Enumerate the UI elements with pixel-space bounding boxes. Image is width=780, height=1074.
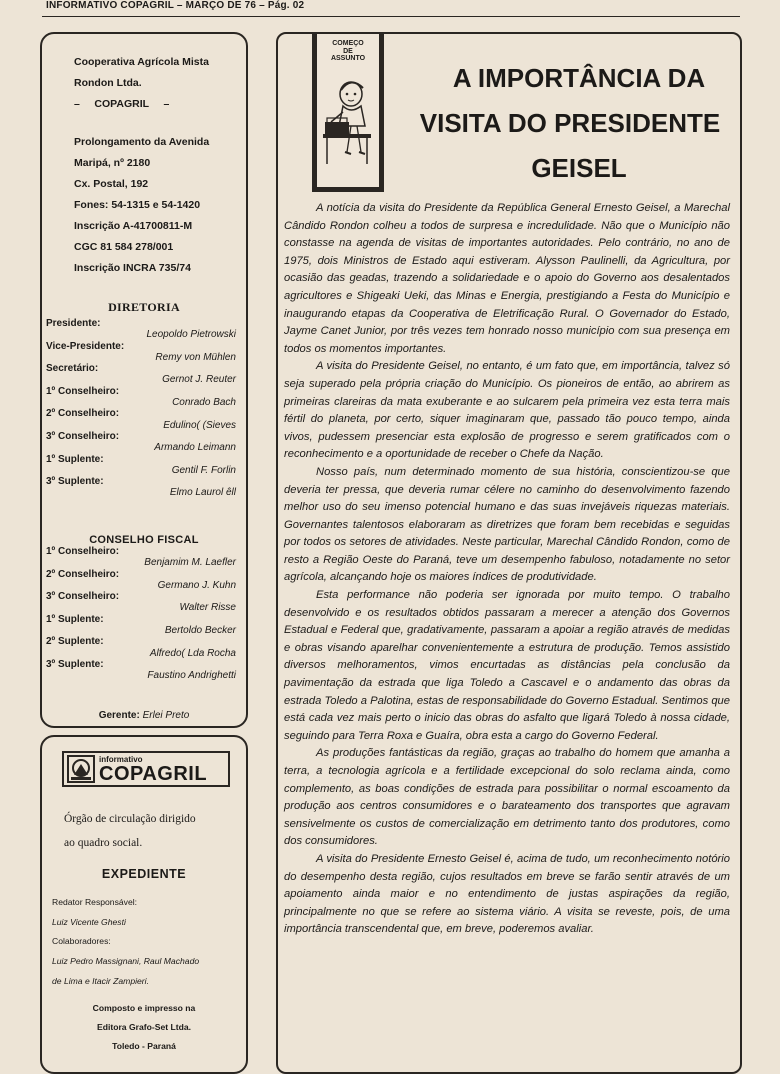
copagril-emblem-icon (67, 755, 95, 783)
corner-label-line: DE (343, 47, 353, 55)
cooperative-info-panel (40, 32, 248, 728)
printer-line: Composto e impresso na (92, 1003, 196, 1013)
role-label: 2º Suplente: (46, 636, 104, 648)
article-paragraph: A notícia da visita do Presidente da República General Ernesto Geisel, a Marechal Cândido Rondon colheu a todos de surpresa e incredulidade. Não que o Município não constasse na agenda de visitas de importantes autoridades. Pelo contrário, no ano de 1975, dois Ministros de Estado aqui estiveram. Alysson Paulinelli, da Agricultura, por ocasião das geadas, trazendo a solidariedade e o apoio do Governo aos desalentados agricultores e Shigeaki Ueki, das Minas e Energia, prestigiando a Festa do Município e inaugurando etapas da Cooperativa de Eletrificação Rural. O Governador do Estado, Jayme Canet Junior, por três vezes tem honrado nosso município com sua presença em todos os momentos importantes. (284, 202, 730, 355)
credit-line: Luiz Vicente Ghesti (52, 916, 126, 927)
role-label: 1º Suplente: (46, 453, 104, 465)
role-label: Presidente: (46, 318, 101, 329)
role-name: Bertoldo Becker (164, 625, 236, 637)
address-line: Maripá, nº 2180 (74, 157, 151, 169)
gerente-label: Gerente: (98, 710, 140, 721)
role-name: Edulino( (Sieves (163, 419, 236, 431)
role-name: Conrado Bach (172, 397, 236, 409)
logo-small-text: informativo (99, 754, 143, 764)
title-line: GEISEL (531, 153, 627, 183)
printer-line: Editora Grafo-Set Ltda. (96, 1022, 192, 1032)
publication-description (64, 807, 196, 855)
role-label: Secretário: (46, 363, 99, 375)
article-title (414, 56, 744, 191)
address-line: CGC 81 584 278/001 (74, 241, 174, 253)
article-paragraph: As produções fantásticas da região, graças ao trabalho do homem que amanha a terra, a tecnologia agrícola e a fertilidade excepcional do solo reclama ainda, como complemento, as boas condições de estrada para possibilitar o normal escoamento da produção aos centros consumidores e o barateamento dos transportes que agravam sensivelmente os custos de comercialização em detrimento tanto dos produtores, como dos consumidores. (284, 747, 730, 848)
description-line: ao quadro social. (64, 837, 143, 849)
address-line: Cx. Postal, 192 (74, 178, 149, 190)
cooperative-name (74, 52, 209, 115)
title-line: A IMPORTÂNCIA DA (452, 63, 706, 93)
role-name: Alfredo( Lda Rocha (149, 647, 236, 659)
credit-line: Luiz Pedro Massignani, Raul Machado (52, 956, 200, 967)
coop-line: – COPAGRIL – (74, 98, 170, 110)
copagril-logo (62, 751, 230, 787)
printer-line: Toledo - Paraná (112, 1041, 176, 1051)
role-label: 3º Suplente: (46, 658, 104, 670)
corner-label (317, 40, 379, 63)
corner-label-line: ASSUNTO (330, 55, 366, 62)
cooperative-address (74, 132, 209, 279)
role-name: Benjamim M. Laefler (144, 557, 236, 569)
comeco-de-assunto-box (312, 34, 384, 192)
logo-big-text: COPAGRIL (99, 762, 208, 785)
role-label: 2º Conselheiro: (46, 408, 120, 420)
role-name: Elmo Laurol êll (169, 487, 236, 499)
role-label: 3º Suplente: (46, 476, 104, 488)
corner-label-line: COMEÇO (332, 40, 364, 47)
coop-line: Rondon Ltda. (74, 77, 142, 89)
credit-line: de Lima e Itacir Zampieri. (52, 975, 149, 986)
conselho-fiscal-list (46, 546, 238, 682)
role-name: Faustino Andrighetti (147, 670, 236, 682)
address-line: Inscrição INCRA 735/74 (74, 262, 191, 274)
role-label: 1º Conselheiro: (46, 546, 120, 557)
title-line: VISITA DO PRESIDENTE (419, 108, 721, 138)
coop-line: Cooperativa Agrícola Mista (74, 56, 209, 68)
article-paragraph: Nosso país, num determinado momento de sua história, conscientizou-se que deveria ter pressa, que deveria rumar célere no caminho do desenvolvimento fazendo melhor uso do seu imenso potencial humano e das suas invejáveis riquezas materiais. Governantes talentosos elaboraram as diretrizes que foram bem recebidas e seguidas por todos os setores de atividades. Neste particular, Marechal Cândido Rondon, como de resto a Região Oeste do Paraná, teve um desempenho fabuloso, notadamente no setor agrícola, alcançando hoje os maiores índices de produtividade. (284, 465, 730, 584)
publication-panel (40, 735, 248, 1074)
diretoria-title: DIRETORIA (108, 300, 180, 314)
article-paragraph: A visita do Presidente Ernesto Geisel é, acima de tudo, um reconhecimento notório do desempenho desta região, cujos resultados em breve se farão sentir através de um apoiamento ainda maior e no entendimento de justas aspirações da região, principalmente no que se refere ao sistema viário. A visita se reveste, pois, de uma importância transcendental que, em breve, poderemos avaliar. (284, 852, 730, 936)
printer-info (42, 999, 246, 1056)
address-line: Prolongamento da Avenida (74, 136, 210, 148)
gerente-line (42, 710, 246, 721)
article-paragraph: A visita do Presidente Geisel, no entanto, é um fato que, em importância, talvez só seja superado pela própria criação do Município. Os pioneiros de então, ao abrirem as primeiras clareiras da mata exuberante e ao sulcarem pela primeira vez esta terra mais fértil do planeta, por certo, siquer imaginaram que, passado tão pouco tempo, ainda vivos, pudessem presenciar esta explosão de progresso e serem gratificados com o reconhecimento e a oportunidade de receber o Chefe da Nação. (284, 360, 730, 461)
diretoria-list (46, 318, 238, 499)
role-name: Germano J. Kuhn (157, 579, 236, 591)
address-line: Fones: 54-1315 e 54-1420 (74, 199, 201, 211)
address-line: Inscrição A-41700811-M (74, 220, 193, 232)
role-name: Gentil F. Forlin (171, 464, 236, 476)
role-name: Remy von Mühlen (155, 351, 236, 363)
role-label: 3º Conselheiro: (46, 591, 120, 603)
article-paragraph: Esta performance não poderia ser ignorada por muito tempo. O trabalho desenvolvido e os resultados obtidos passaram a merecer a atenção dos Governos Estadual e Federal que, gradativamente, passaram a apoiar a região através de medidas e obras visando aparelhar convenientemente a estrutura de produção. Temos assistido diversos melhoramentos, vimos encurtadas as distâncias pela conclusão da pavimentação da estrada que liga Toledo a Cascavel e o andamento das obras da estrada Toledo a Palotina, estas de responsabilidade do Governo Estadual. Sentimos que está cada vez mais perto o inicio das obras do asfalto que ligará Toledo à nossa cidade, seguindo para Terra Roxa e Guaíra, obra esta a cargo do Governo Federal. (284, 589, 730, 742)
role-label: 1º Suplente: (46, 613, 104, 625)
role-label: Vice-Presidente: (46, 340, 125, 352)
role-name: Armando Leimann (154, 442, 236, 454)
role-label: 3º Conselheiro: (46, 430, 120, 442)
logo-text (99, 755, 207, 784)
expediente-title: EXPEDIENTE (101, 867, 187, 881)
conselho-fiscal-title: CONSELHO FISCAL (89, 534, 199, 546)
credits-list (52, 893, 199, 992)
credit-line: Redator Responsável: (52, 897, 138, 907)
role-label: 2º Conselheiro: (46, 568, 120, 580)
role-name: Walter Risse (179, 602, 236, 614)
role-name: Leopoldo Pietrowski (146, 329, 236, 341)
role-label: 1º Conselheiro: (46, 385, 120, 397)
gerente-name: Erlei Preto (142, 710, 190, 721)
page-header: INFORMATIVO COPAGRIL – MARÇO DE 76 – Pág. 02 (46, 0, 305, 11)
credit-line: Colaboradores: (52, 936, 111, 947)
role-name: Gernot J. Reuter (162, 374, 236, 386)
typist-illustration-icon (321, 68, 377, 178)
article-panel (276, 32, 742, 1074)
header-rule (42, 16, 740, 17)
description-line: Órgão de circulação dirigido (64, 813, 196, 825)
article-body (284, 200, 730, 939)
